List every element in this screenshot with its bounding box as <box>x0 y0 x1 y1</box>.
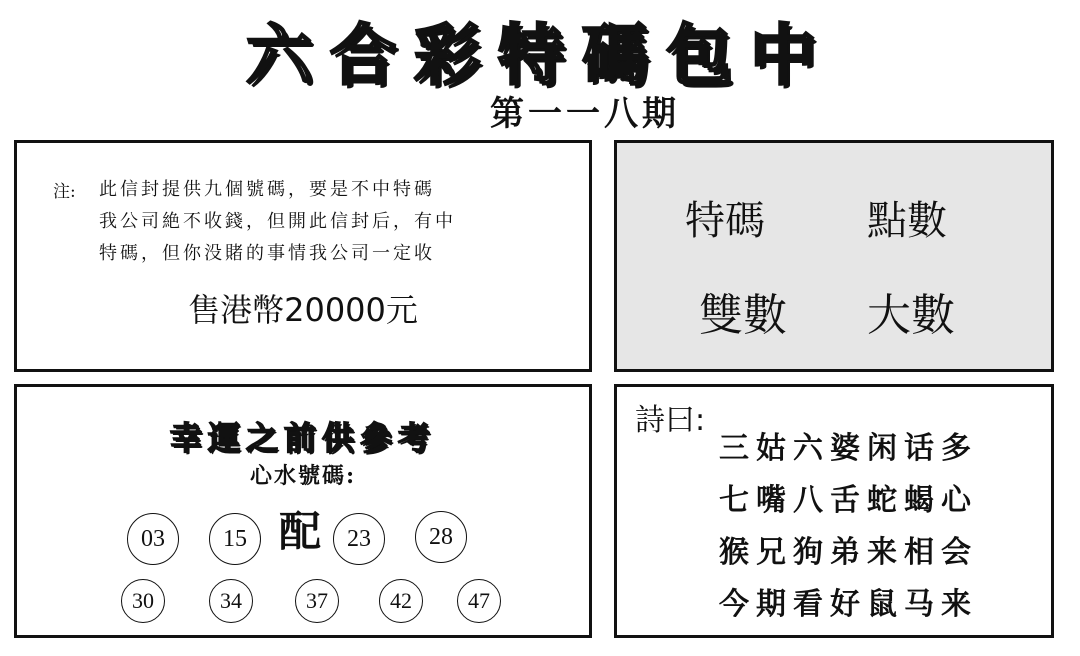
lucky-number-ball: 23 <box>333 513 385 565</box>
issue-number: 第一一八期 <box>490 94 680 134</box>
pair-char: 配 <box>279 507 322 556</box>
poem-label: 詩曰: <box>635 403 706 438</box>
lucky-number-ball: 34 <box>209 579 253 623</box>
note-box <box>14 140 592 372</box>
price-text: 售港幣20000元 <box>188 291 418 329</box>
poem-line: 七嘴八舌蛇蝎心 <box>719 483 978 518</box>
note-line: 我公司絶不收錢，但開此信封后，有中 <box>99 211 456 232</box>
poem-line: 猴兄狗弟来相会 <box>719 535 978 570</box>
tema-label: 特碼 <box>685 198 765 244</box>
lucky-number-ball: 28 <box>415 511 467 563</box>
lucky-number-ball: 47 <box>457 579 501 623</box>
poem-box <box>614 384 1054 638</box>
poem-line: 今期看好鼠马来 <box>719 587 978 622</box>
poem-line: 三姑六婆闲话多 <box>719 431 978 466</box>
note-label: 注: <box>53 182 76 202</box>
page-title: 六合彩特碼包中 <box>246 16 834 94</box>
big-value: 大數 <box>867 290 955 341</box>
lucky-number-ball: 30 <box>121 579 165 623</box>
points-label: 點數 <box>867 198 947 244</box>
lucky-title: 幸運之前供參考 <box>169 419 436 457</box>
note-line: 此信封提供九個號碼，要是不中特碼 <box>99 179 435 200</box>
lucky-number-ball: 42 <box>379 579 423 623</box>
note-line: 特碼，但你没賭的事情我公司一定收 <box>99 243 435 264</box>
lucky-number-ball: 37 <box>295 579 339 623</box>
lucky-number-ball: 03 <box>127 513 179 565</box>
lucky-number-ball: 15 <box>209 513 261 565</box>
lucky-box <box>14 384 592 638</box>
tema-box <box>614 140 1054 372</box>
lucky-subtitle: 心水號碼: <box>249 463 357 489</box>
even-value: 雙數 <box>699 290 787 341</box>
